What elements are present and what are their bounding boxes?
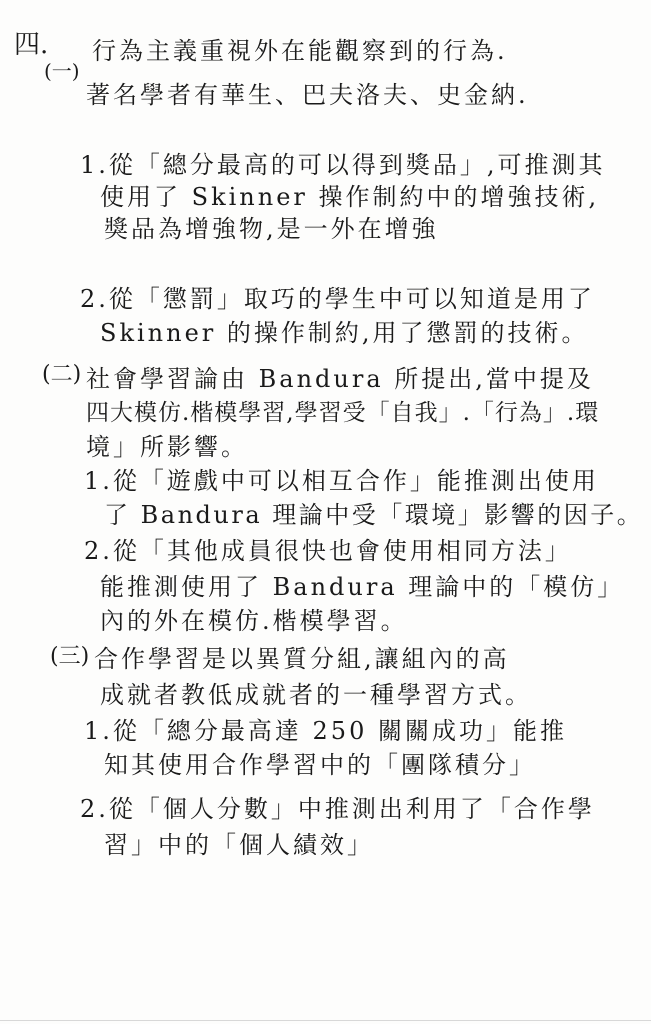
subsection-1-point-2-line-2: Skinner 的操作制約,用了懲罰的技術。 (100, 319, 589, 347)
subsection-1-point-1-line-2: 使用了 Skinner 操作制約中的增強技術, (100, 183, 600, 211)
subsection-2-line-1: 社會學習論由 Bandura 所提出,當中提及 (86, 365, 594, 393)
subsection-2-point-1-line-2: 了 Bandura 理論中受「環境」影響的因子。 (104, 501, 644, 529)
subsection-3-point-1-line-1: 1.從「總分最高達 250 關關成功」能推 (84, 717, 567, 745)
subsection-3-point-2-line-1: 2.從「個人分數」中推測出利用了「合作學 (80, 795, 595, 823)
subsection-3-point-2-line-2: 習」中的「個人績效」 (104, 831, 374, 859)
subsection-3-line-1: 合作學習是以異質分組,讓組內的高 (94, 645, 510, 673)
subsection-2-point-2-line-2: 能推測使用了 Bandura 理論中的「模仿」 (100, 573, 625, 601)
subsection-2-point-1-line-1: 1.從「遊戲中可以相互合作」能推測出使用 (84, 467, 599, 495)
subsection-1-point-1-line-3: 獎品為增強物,是一外在增強 (104, 215, 439, 243)
subsection-2-line-2: 四大模仿.楷模學習,學習受「自我」.「行為」.環 (86, 400, 600, 426)
subsection-2-point-2-line-1: 2.從「其他成員很快也會使用相同方法」 (84, 537, 572, 565)
subsection-1-line-1: 行為主義重視外在能觀察到的行為. (92, 37, 508, 65)
subsection-3-marker: (三) (50, 644, 90, 669)
subsection-1-marker: (一) (44, 59, 80, 83)
subsection-3-line-2: 成就者教低成就者的一種學習方式。 (100, 681, 532, 709)
subsection-1-point-2-line-1: 2.從「懲罰」取巧的學生中可以知道是用了 (80, 285, 595, 313)
subsection-3-point-1-line-2: 知其使用合作學習中的「團隊積分」 (104, 751, 536, 779)
page-bottom-edge (0, 1020, 651, 1021)
section-number: 四. (14, 30, 49, 60)
subsection-2-marker: (二) (42, 362, 82, 387)
subsection-2-point-2-line-3: 內的外在模仿.楷模學習。 (100, 607, 408, 635)
subsection-1-line-2: 著名學者有華生、巴夫洛夫、史金納. (86, 81, 529, 109)
subsection-1-point-1-line-1: 1.從「總分最高的可以得到獎品」,可推測其 (80, 151, 606, 179)
subsection-2-line-3: 境」所影響。 (86, 433, 248, 461)
